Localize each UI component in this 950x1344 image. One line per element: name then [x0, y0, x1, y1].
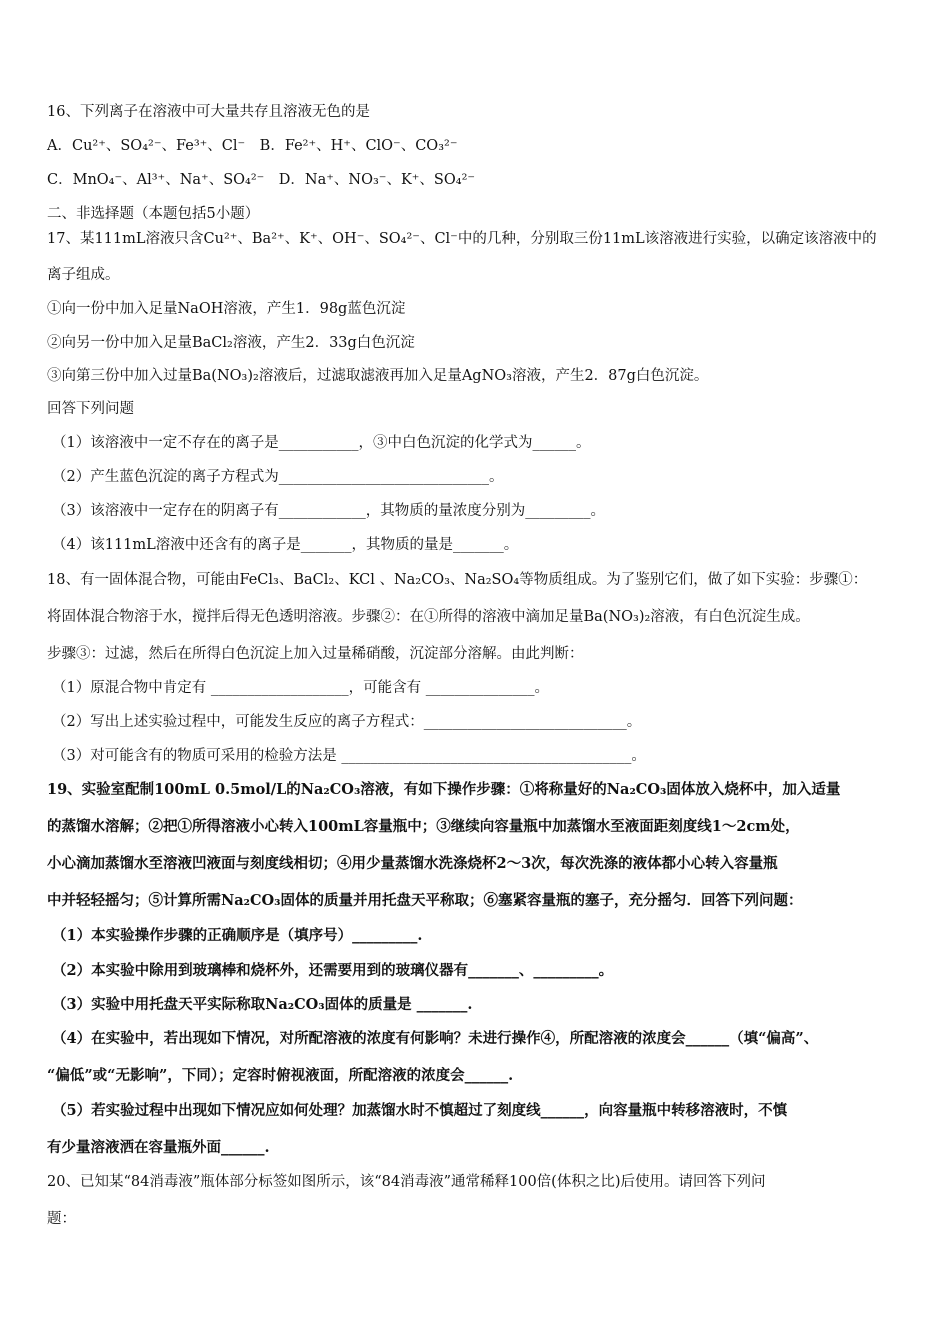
q17-line-5: ③向第三份中加入过量Ba(NO₃)₂溶液后，过滤取滤液再加入足量AgNO₃溶液，产生2．87g白色沉淀。 — [47, 368, 709, 384]
q18-answer-3: （3）对可能含有的物质可采用的检验方法是 ________________________________________。 — [52, 748, 646, 764]
q17-line-3: ①向一份中加入足量NaOH溶液，产生1．98g蓝色沉淀 — [47, 301, 406, 317]
q18-answer-1: （1）原混合物中肯定有 ___________________，可能含有 _______________。 — [52, 680, 549, 696]
q17-line-4: ②向另一份中加入足量BaCl₂溶液，产生2．33g白色沉淀 — [47, 335, 415, 351]
q16-stem: 16、下列离子在溶液中可大量共存且溶液无色的是 — [47, 104, 370, 120]
q18-answer-2: （2）写出上述实验过程中，可能发生反应的离子方程式：____________________________。 — [52, 714, 642, 730]
q19-line-4: 中并轻轻摇匀；⑤计算所需Na₂CO₃固体的质量并用托盘天平称取；⑥塞紧容量瓶的塞子，充分摇匀．回答下列问题： — [47, 892, 803, 909]
q19-answer-4b: “偏低”或“无影响”，下同）；定容时俯视液面，所配溶液的浓度会______. — [47, 1067, 514, 1084]
q16-options-cd: C．MnO₄⁻、Al³⁺、Na⁺、SO₄²⁻ D．Na⁺、NO₃⁻、K⁺、SO₄²⁻ — [47, 172, 476, 188]
q17-answer-1: （1）该溶液中一定不存在的离子是___________，③中白色沉淀的化学式为______。 — [52, 435, 591, 451]
q20-line-2: 题： — [47, 1211, 76, 1227]
q19-answer-1: （1）本实验操作步骤的正确顺序是（填序号）_________. — [52, 927, 423, 944]
q19-answer-5a: （5）若实验过程中出现如下情况应如何处理？加蒸馏水时不慎超过了刻度线______，向容量瓶中转移溶液时，不慎 — [52, 1102, 788, 1119]
q20-line-1: 20、已知某“84消毒液”瓶体部分标签如图所示，该“84消毒液”通常稀释100倍(体积之比)后使用。请回答下列问 — [47, 1174, 766, 1190]
q19-answer-2: （2）本实验中除用到玻璃棒和烧杯外，还需要用到的玻璃仪器有_______、_________。 — [52, 962, 614, 979]
q17-line-2: 离子组成。 — [47, 267, 120, 283]
q17-answer-4: （4）该111mL溶液中还含有的离子是_______，其物质的量是_______。 — [52, 537, 519, 553]
q19-line-3: 小心滴加蒸馏水至溶液凹液面与刻度线相切；④用少量蒸馏水洗涤烧杯2～3次，每次洗涤的液体都小心转入容量瓶 — [47, 855, 778, 872]
q17-line-6: 回答下列问题 — [47, 401, 134, 417]
q17-line-1: 17、某111mL溶液只含Cu²⁺、Ba²⁺、K⁺、OH⁻、SO₄²⁻、Cl⁻中的几种，分别取三份11mL该溶液进行实验，以确定该溶液中的 — [47, 231, 877, 247]
q19-line-1: 19、实验室配制100mL 0.5mol/L的Na₂CO₃溶液，有如下操作步骤：①将称量好的Na₂CO₃固体放入烧杯中，加入适量 — [47, 781, 841, 798]
section-2-heading: 二、非选择题（本题包括5小题） — [47, 206, 260, 222]
q18-line-1: 18、有一固体混合物，可能由FeCl₃、BaCl₂、KCl 、Na₂CO₃、Na₂SO₄等物质组成。为了鉴别它们，做了如下实验：步骤①： — [47, 572, 868, 588]
q18-line-2: 将固体混合物溶于水，搅拌后得无色透明溶液。步骤②：在①所得的溶液中滴加足量Ba(NO₃)₂溶液，有白色沉淀生成。 — [47, 609, 810, 625]
q19-line-2: 的蒸馏水溶解；②把①所得溶液小心转入100mL容量瓶中；③继续向容量瓶中加蒸馏水至液面距刻度线1～2cm处， — [47, 818, 800, 835]
q18-line-3: 步骤③：过滤，然后在所得白色沉淀上加入过量稀硝酸，沉淀部分溶解。由此判断： — [47, 646, 584, 662]
q17-answer-3: （3）该溶液中一定存在的阴离子有____________，其物质的量浓度分别为_________。 — [52, 503, 605, 519]
q19-answer-4a: （4）在实验中，若出现如下情况，对所配溶液的浓度有何影响？未进行操作④，所配溶液的浓度会______（填“偏高”、 — [52, 1030, 819, 1047]
q16-options-ab: A．Cu²⁺、SO₄²⁻、Fe³⁺、Cl⁻ B．Fe²⁺、H⁺、ClO⁻、CO₃²⁻ — [47, 138, 458, 154]
q17-answer-2: （2）产生蓝色沉淀的离子方程式为_____________________________。 — [52, 469, 504, 485]
q19-answer-5b: 有少量溶液洒在容量瓶外面______. — [47, 1139, 270, 1156]
q19-answer-3: （3）实验中用托盘天平实际称取Na₂CO₃固体的质量是 _______. — [52, 996, 473, 1013]
